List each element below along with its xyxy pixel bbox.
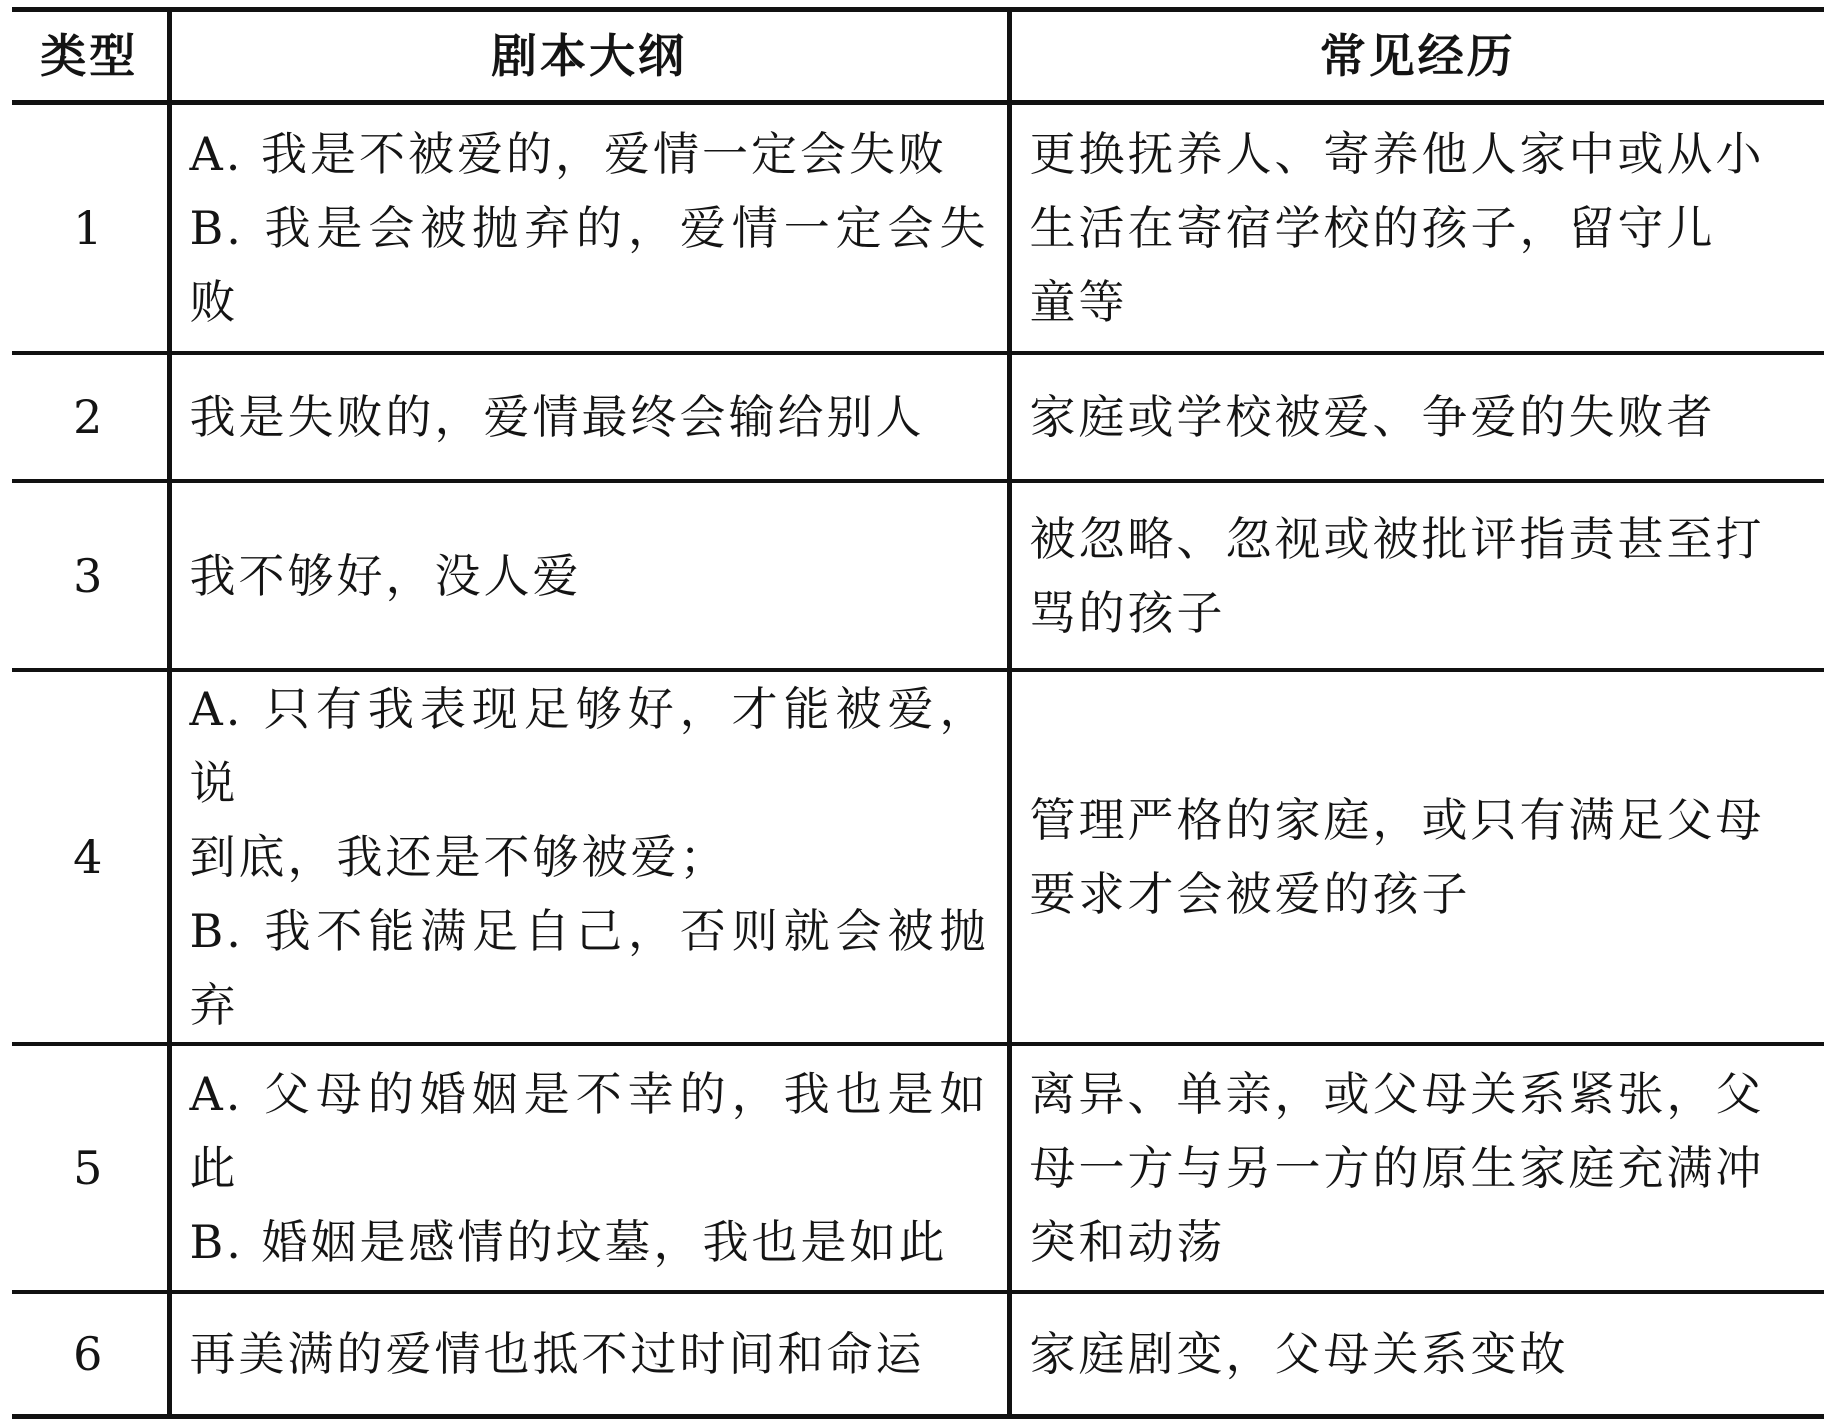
outline-line: 我是失败的，爱情最终会输给别人	[189, 390, 925, 444]
header-experience: 常见经历	[1009, 10, 1824, 103]
experience-cell	[1009, 481, 1824, 670]
experience-line: 母一方与另一方的原生家庭充满冲	[1029, 1141, 1765, 1195]
header-row	[12, 10, 1824, 103]
experience-line: 生活在寄宿学校的孩子，留守儿	[1029, 201, 1716, 255]
table-row	[12, 481, 1824, 670]
outline-cell	[169, 670, 1009, 1044]
outline-line: 我不够好，没人爱	[189, 548, 582, 603]
experience-line: 家庭或学校被爱、争爱的失败者	[1029, 390, 1716, 444]
experience-line: 突和动荡	[1029, 1215, 1226, 1269]
outline-cell	[169, 353, 1009, 481]
experience-line: 管理严格的家庭，或只有满足父母	[1029, 793, 1765, 847]
experience-line: 童等	[1029, 275, 1128, 329]
table-row	[12, 670, 1824, 1044]
experience-line: 更换抚养人、寄养他人家中或从小	[1029, 127, 1765, 181]
type-cell: 4	[12, 670, 169, 1044]
outline-cell	[169, 1292, 1009, 1417]
header-outline: 剧本大纲	[169, 10, 1009, 103]
outline-line: B. 我不能满足自己，否则就会被抛弃	[189, 904, 989, 1032]
experience-line: 离异、单亲，或父母关系紧张，父	[1029, 1067, 1765, 1121]
outline-cell	[169, 1044, 1009, 1292]
outline-line: 到底，我还是不够被爱；	[189, 830, 729, 884]
script-table	[12, 7, 1824, 1419]
experience-cell	[1009, 103, 1824, 354]
header-type: 类型	[12, 10, 169, 103]
experience-line: 骂的孩子	[1029, 585, 1226, 640]
table-row	[12, 103, 1824, 354]
outline-cell	[169, 103, 1009, 354]
experience-line: 要求才会被爱的孩子	[1029, 867, 1471, 921]
experience-line: 被忽略、忽视或被批评指责甚至打	[1029, 511, 1765, 566]
type-cell: 1	[12, 103, 169, 354]
table-row	[12, 1044, 1824, 1292]
type-cell: 3	[12, 481, 169, 670]
table-row	[12, 353, 1824, 481]
outline-line: B. 我是会被抛弃的，爱情一定会失败	[189, 201, 989, 329]
type-cell: 5	[12, 1044, 169, 1292]
experience-line: 家庭剧变，父母关系变故	[1029, 1327, 1569, 1381]
outline-cell	[169, 481, 1009, 670]
outline-line: A. 我是不被爱的，爱情一定会失败	[189, 127, 947, 181]
experience-cell	[1009, 1044, 1824, 1292]
experience-cell	[1009, 353, 1824, 481]
table-row	[12, 1292, 1824, 1417]
outline-line: 再美满的爱情也抵不过时间和命运	[189, 1327, 925, 1381]
type-cell: 6	[12, 1292, 169, 1417]
outline-line: B. 婚姻是感情的坟墓，我也是如此	[189, 1215, 948, 1269]
outline-line: A. 父母的婚姻是不幸的，我也是如此	[189, 1067, 989, 1195]
type-cell: 2	[12, 353, 169, 481]
experience-cell	[1009, 670, 1824, 1044]
outline-line: A. 只有我表现足够好，才能被爱，说	[189, 682, 989, 810]
experience-cell	[1009, 1292, 1824, 1417]
